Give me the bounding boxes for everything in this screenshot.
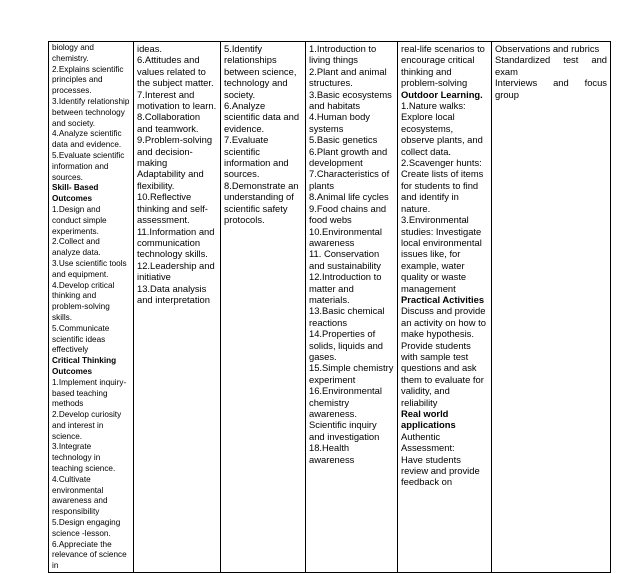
topics-cell (306, 42, 398, 573)
cell-text: biology and chemistry. 2.Explains scientific principles and processes. 3.Identify relationship between technology and society. 4.Analyze scientific data and evidence. 5.Evaluate scientific information and sources. (52, 43, 130, 182)
cell-text: 1.Introduction to living things 2.Plant and animal structures. 3.Basic ecosystems and habitats 4.Human body systems 5.Basic genetics 6.Plant growth and development 7.Characteristics of plants 8.Animal life cycles 9.Food chains and food webs 10.Environmental awareness 11. Conservation and sustainability 12.Introduction to matter and materials. 13.Basic chemical reactions 14.Properties of solids, liquids and gases. 15.Simple chemistry experiment 16.Environmental chemistry awareness. Scientific inquiry and investigation 18.Health awareness (309, 43, 394, 465)
table-row (49, 42, 611, 573)
critical-thinking-outcomes-heading: Critical Thinking Outcomes (52, 356, 117, 376)
curriculum-table (48, 41, 611, 573)
cell-text: 1.Design and conduct simple experiments. 2.Collect and analyze data. 3.Use scientific tools and equipment. 4.Develop critical thinking and problem-solving skills. 5.Communicate scientific ideas effectively (52, 204, 127, 355)
cell-text: ideas. 6.Attitudes and values related to the subject matter. 7.Interest and motivation to learn. 8.Collaboration and teamwork. 9.Problem-solving and decision-making Adaptability and flexibility. 10.Reflective thinking and self-assessment. 11.Information and communication technology skills. 12.Leadership and initiative 13.Data analysis and interpretation (137, 43, 217, 305)
cell-text: Authentic Assessment: Have students review and provide feedback on (401, 430, 480, 488)
activities-cell (398, 42, 492, 573)
cell-text: 5.Identify relationships between science, technology and society. 6.Analyze scientific data and evidence. 7.Evaluate scientific information and sources. 8.Demonstrate an understanding of scientific safety protocols. (224, 43, 300, 226)
skill-based-outcomes-heading: Skill- Based Outcomes (52, 183, 99, 204)
cell-text: real-life scenarios to encourage critical thinking and problem-solving (401, 43, 485, 89)
cell-text: 1.Nature walks: Explore local ecosystems, observe plants, and collect data. 2.Scavenger hunts: Create lists of items for students to find and identify in nature. 3.Environmental studies: Investigate local environmental issues like, for example, water quality or waste management (401, 100, 484, 294)
objectives-cell (221, 42, 306, 573)
real-world-applications-heading: Real world applications (401, 408, 456, 431)
cell-text: Discuss and provide an activity on how to make hypothesis. Provide students with sample test questions and ask them to evaluate for validity, and reliability (401, 305, 486, 408)
outdoor-learning-heading: Outdoor Learning. (401, 88, 483, 100)
learning-outcomes-cell (49, 42, 134, 573)
cell-text: 1.Implement inquiry-based teaching methods 2.Develop curiosity and interest in science. 3.Integrate technology in teaching science. 4.Cultivate environmental awareness and responsibility 5.Design engaging science -lesson. 6.Appreciate the relevance of science in (52, 377, 127, 571)
skills-cell (134, 42, 221, 573)
practical-activities-heading: Practical Activities (401, 293, 485, 305)
assessment-cell (492, 42, 611, 573)
cell-text: Observations and rubrics Standardized test and exam Interviews and focus group (495, 43, 607, 100)
